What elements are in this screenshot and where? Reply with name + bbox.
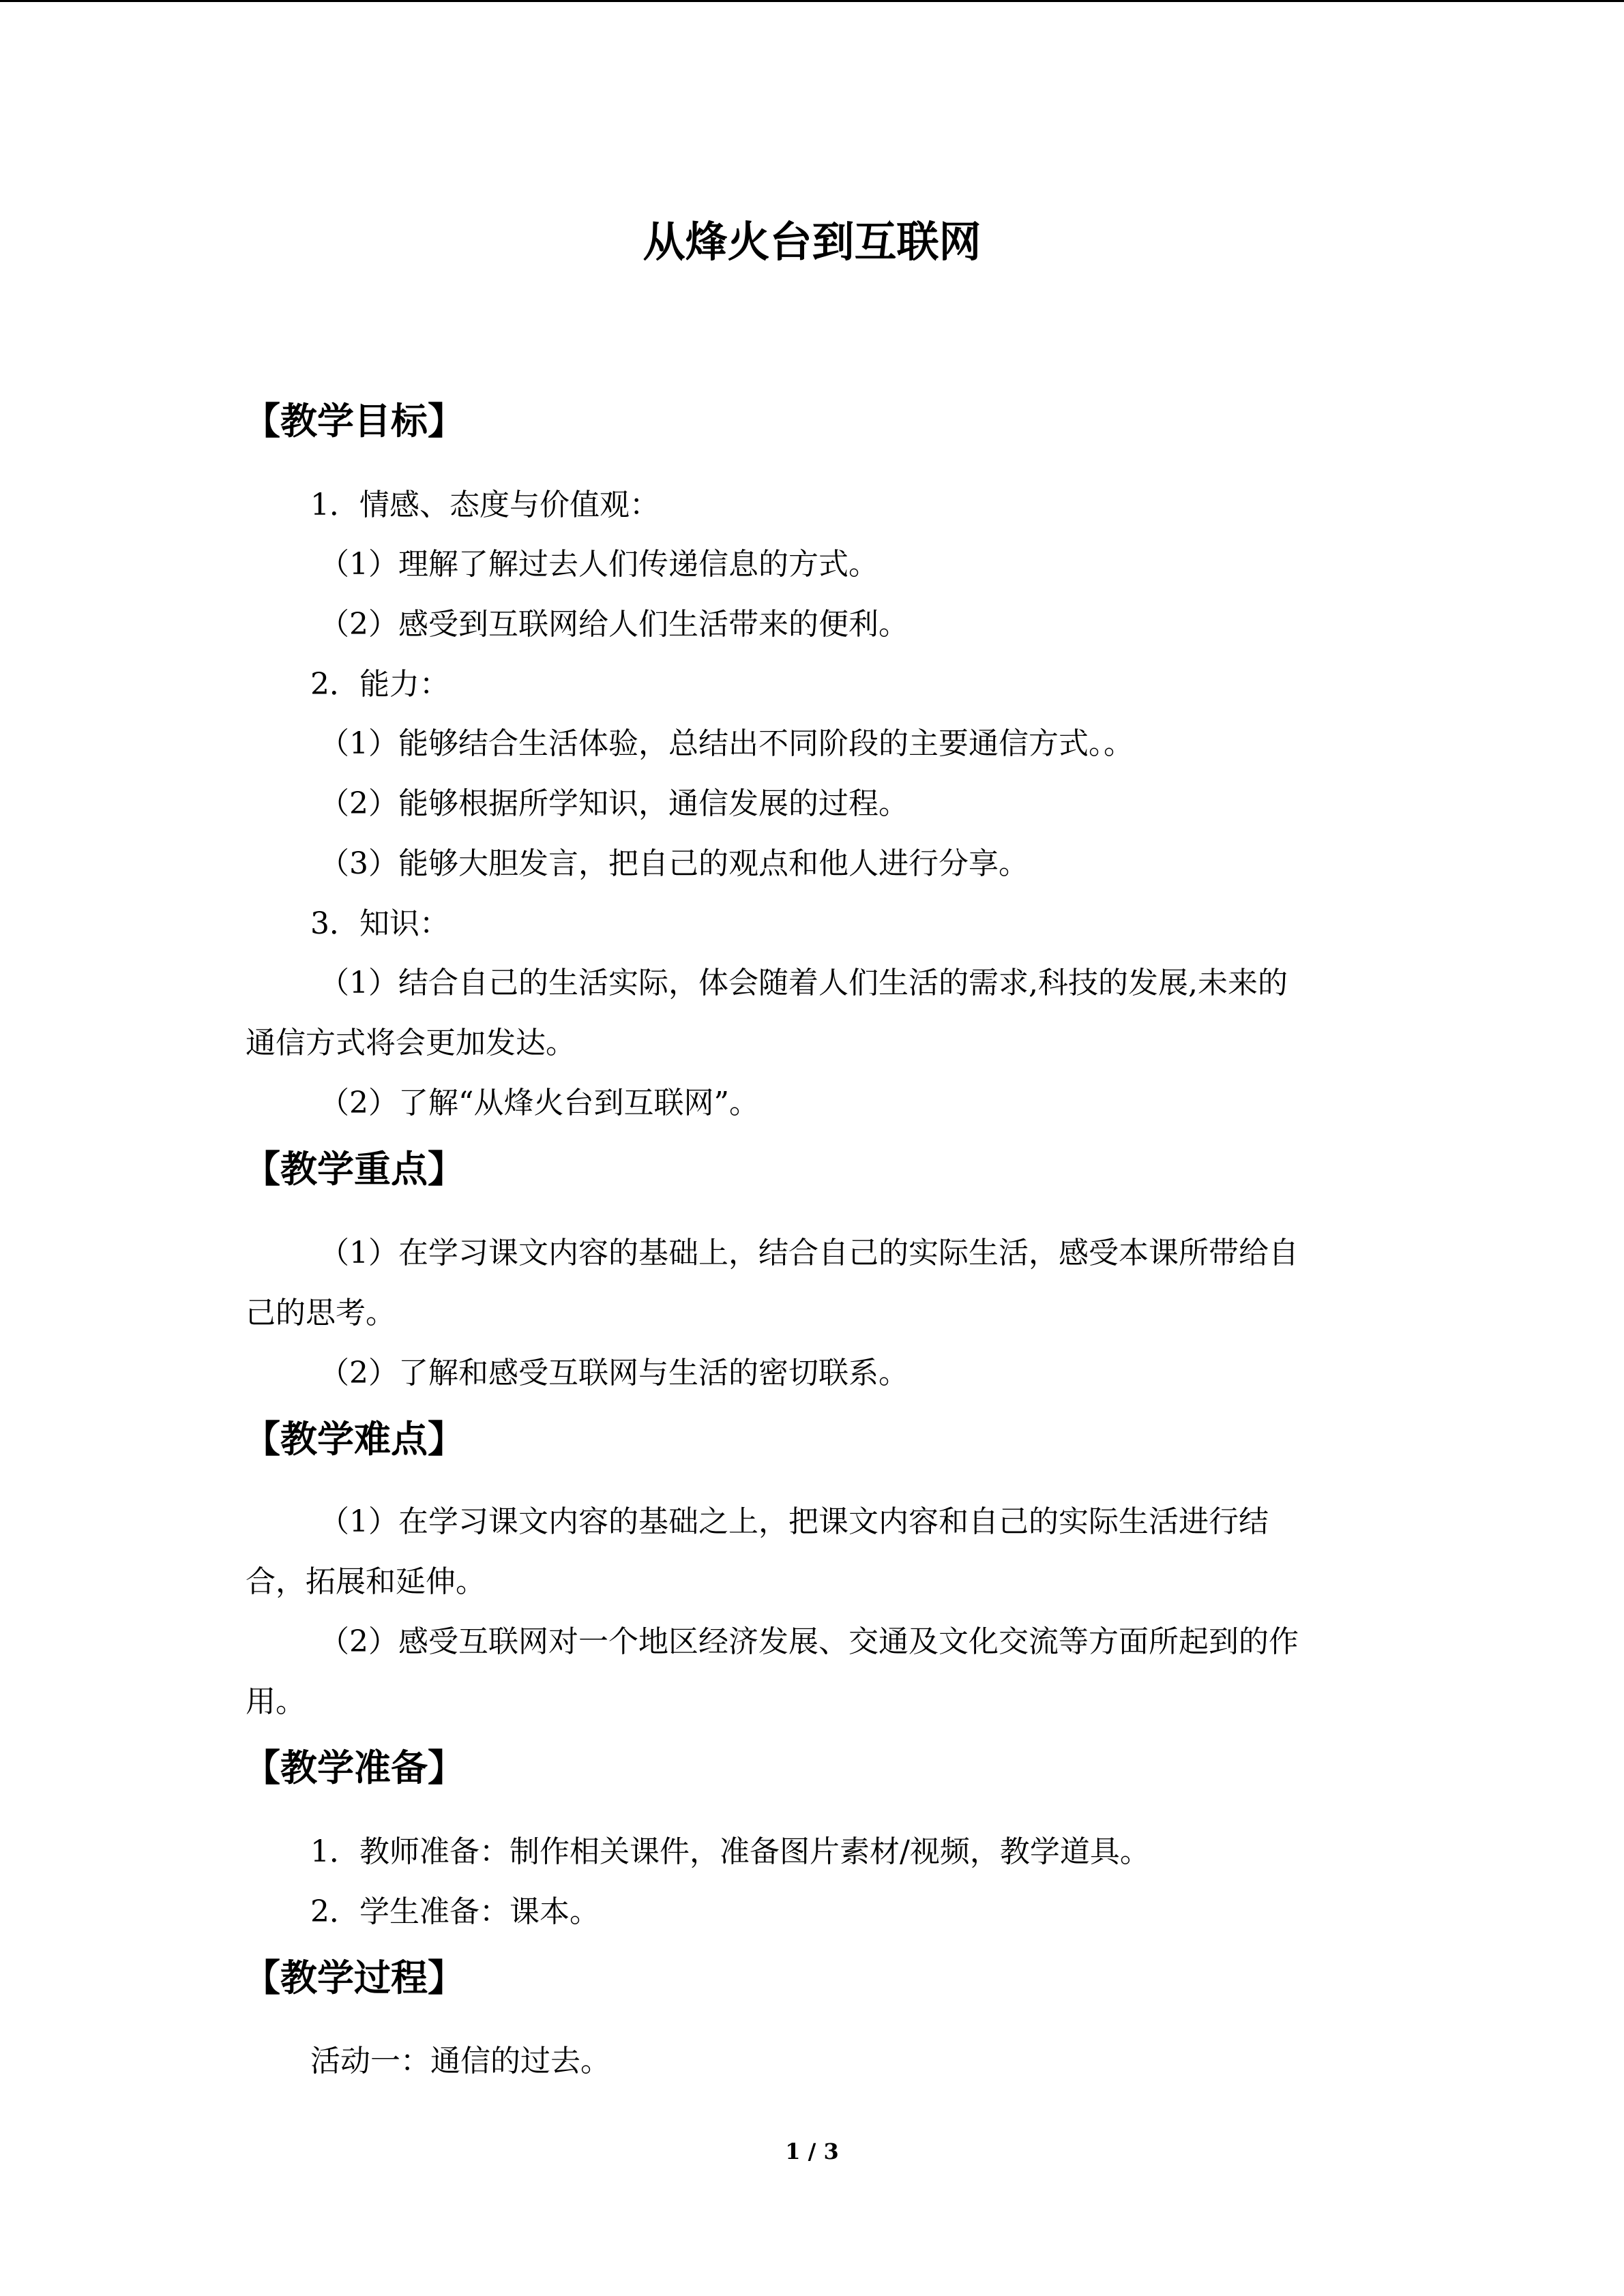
objectives-line-3: （2）感受到互联网给人们生活带来的便利。 bbox=[319, 607, 909, 642]
section-heading-objectives: 【教学目标】 bbox=[243, 400, 464, 443]
document-title: 从烽火台到互联网 bbox=[643, 217, 981, 267]
section-heading-key-points: 【教学重点】 bbox=[243, 1148, 464, 1191]
objectives-line-5: （1）能够结合生活体验，总结出不同阶段的主要通信方式。。 bbox=[319, 726, 1134, 761]
objectives-line-8: 3．知识： bbox=[310, 906, 449, 941]
page-number: 1 / 3 bbox=[785, 2138, 839, 2164]
objectives-line-9: （1）结合自己的生活实际，体会随着人们生活的需求,科技的发展,未来的 bbox=[319, 966, 1288, 1000]
section-heading-preparation: 【教学准备】 bbox=[243, 1746, 464, 1789]
difficulties-line-3: （2）感受互联网对一个地区经济发展、交通及文化交流等方面所起到的作 bbox=[319, 1624, 1299, 1659]
section-heading-process: 【教学过程】 bbox=[243, 1956, 464, 1999]
objectives-line-4: 2．能力： bbox=[310, 667, 449, 702]
key-points-line-1: （1）在学习课文内容的基础上，结合自己的实际生活，感受本课所带给自 bbox=[319, 1236, 1299, 1270]
preparation-line-1: 1．教师准备：制作相关课件，准备图片素材/视频，教学道具。 bbox=[310, 1834, 1150, 1869]
difficulties-line-1: （1）在学习课文内容的基础之上，把课文内容和自己的实际生活进行结 bbox=[319, 1504, 1269, 1539]
preparation-line-2: 2．学生准备：课本。 bbox=[310, 1894, 600, 1929]
difficulties-line-4: 用。 bbox=[246, 1684, 306, 1719]
section-heading-difficulties: 【教学难点】 bbox=[243, 1418, 464, 1461]
objectives-line-11: （2）了解“从烽火台到互联网”。 bbox=[319, 1086, 759, 1120]
key-points-line-3: （2）了解和感受互联网与生活的密切联系。 bbox=[319, 1356, 909, 1390]
key-points-line-2: 己的思考。 bbox=[246, 1296, 396, 1330]
process-line-1: 活动一：通信的过去。 bbox=[310, 2044, 610, 2078]
objectives-line-7: （3）能够大胆发言，把自己的观点和他人进行分享。 bbox=[319, 846, 1029, 881]
difficulties-line-2: 合，拓展和延伸。 bbox=[246, 1564, 486, 1599]
objectives-line-2: （1）理解了解过去人们传递信息的方式。 bbox=[319, 547, 879, 582]
objectives-line-10: 通信方式将会更加发达。 bbox=[246, 1026, 576, 1060]
objectives-line-6: （2）能够根据所学知识，通信发展的过程。 bbox=[319, 786, 909, 821]
objectives-line-1: 1．情感、态度与价值观： bbox=[310, 488, 660, 522]
